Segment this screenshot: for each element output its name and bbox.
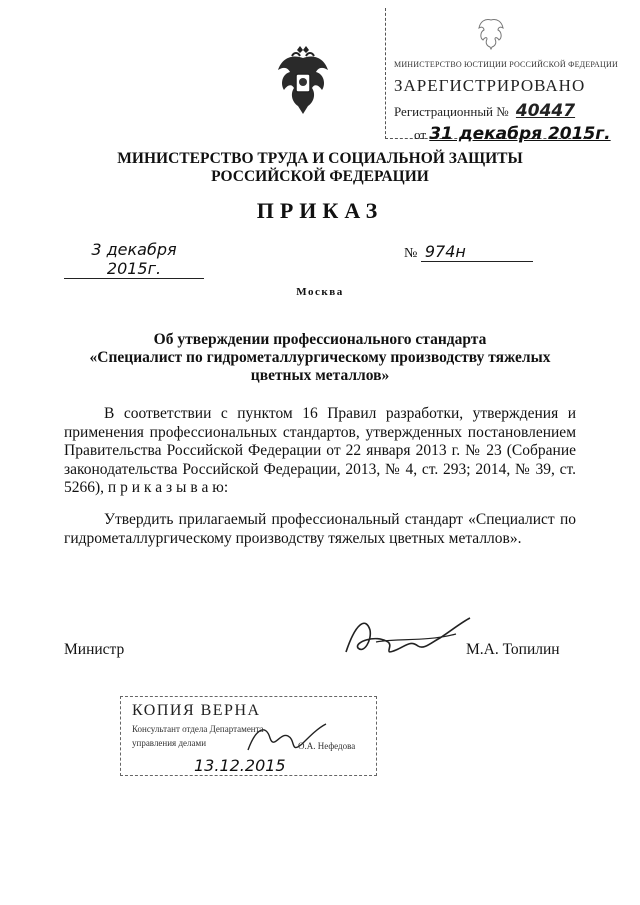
title-line-2: «Специалист по гидрометаллургическому производству тяжелых [89,349,551,366]
true-copy-stamp [120,696,380,782]
registration-label: Регистрационный № [394,104,509,119]
title-line-3: цветных металлов» [250,367,390,384]
ministry-line-2: РОССИЙСКОЙ ФЕДЕРАЦИИ [211,168,429,185]
order-number: 974н [421,242,533,262]
resolution-paragraph: Утвердить прилагаемый профессиональный стандарт «Специалист по гидрометаллургическому производству тяжелых цветных металлов». [64,511,576,547]
registration-date-line [414,124,611,144]
certifier-signature [240,714,330,764]
order-title [0,331,640,385]
registration-number-line [394,101,575,121]
coat-of-arms-emblem [272,44,334,118]
order-number-line [404,242,538,262]
consultant-line: Консультант отдела Департамента [132,724,264,734]
ministry-header [0,150,640,186]
certifier-name: О.А. Нефедова [298,741,356,751]
certification-date: 13.12.2015 [194,756,286,775]
department-line: управления делами [132,738,207,748]
order-number-label: № [404,246,418,261]
stamp-emblem-icon [476,16,506,50]
order-date: 3 декабря 2015г. [64,240,204,279]
title-line-1: Об утверждении профессионального стандарта [153,331,487,348]
registration-stamp [385,8,618,144]
signatory-position: Министр [64,641,125,658]
stamp-status: ЗАРЕГИСТРИРОВАНО [394,76,586,95]
stamp-ministry-line: МИНИСТЕРСТВО ЮСТИЦИИ РОССИЙСКОЙ ФЕДЕРАЦИИ [394,60,618,69]
order-city: Москва [296,286,344,298]
registration-date-prefix: от [414,127,427,142]
ministry-line-1: МИНИСТЕРСТВО ТРУДА И СОЦИАЛЬНОЙ ЗАЩИТЫ [117,150,523,167]
document-type: ПРИКАЗ [256,198,384,223]
signatory-name: М.А. Топилин [466,641,560,658]
registration-date: 31 декабря 2015г. [429,124,611,144]
preamble-paragraph: В соответствии с пунктом 16 Правил разработки, утверждения и применения профессиональных стандартов, утвержденных постановлением Правительства Российской Федерации от 22 января 2013 г. № 23 (Собрание законодательства Российской Федерации, 2013, № 4, ст. 293; 2014, № 39, ст. 5266), п р и к а з ы в а ю: [64,405,576,496]
true-copy-label: КОПИЯ ВЕРНА [132,702,261,719]
registration-number: 40447 [515,101,576,121]
handwritten-signature [336,612,476,668]
